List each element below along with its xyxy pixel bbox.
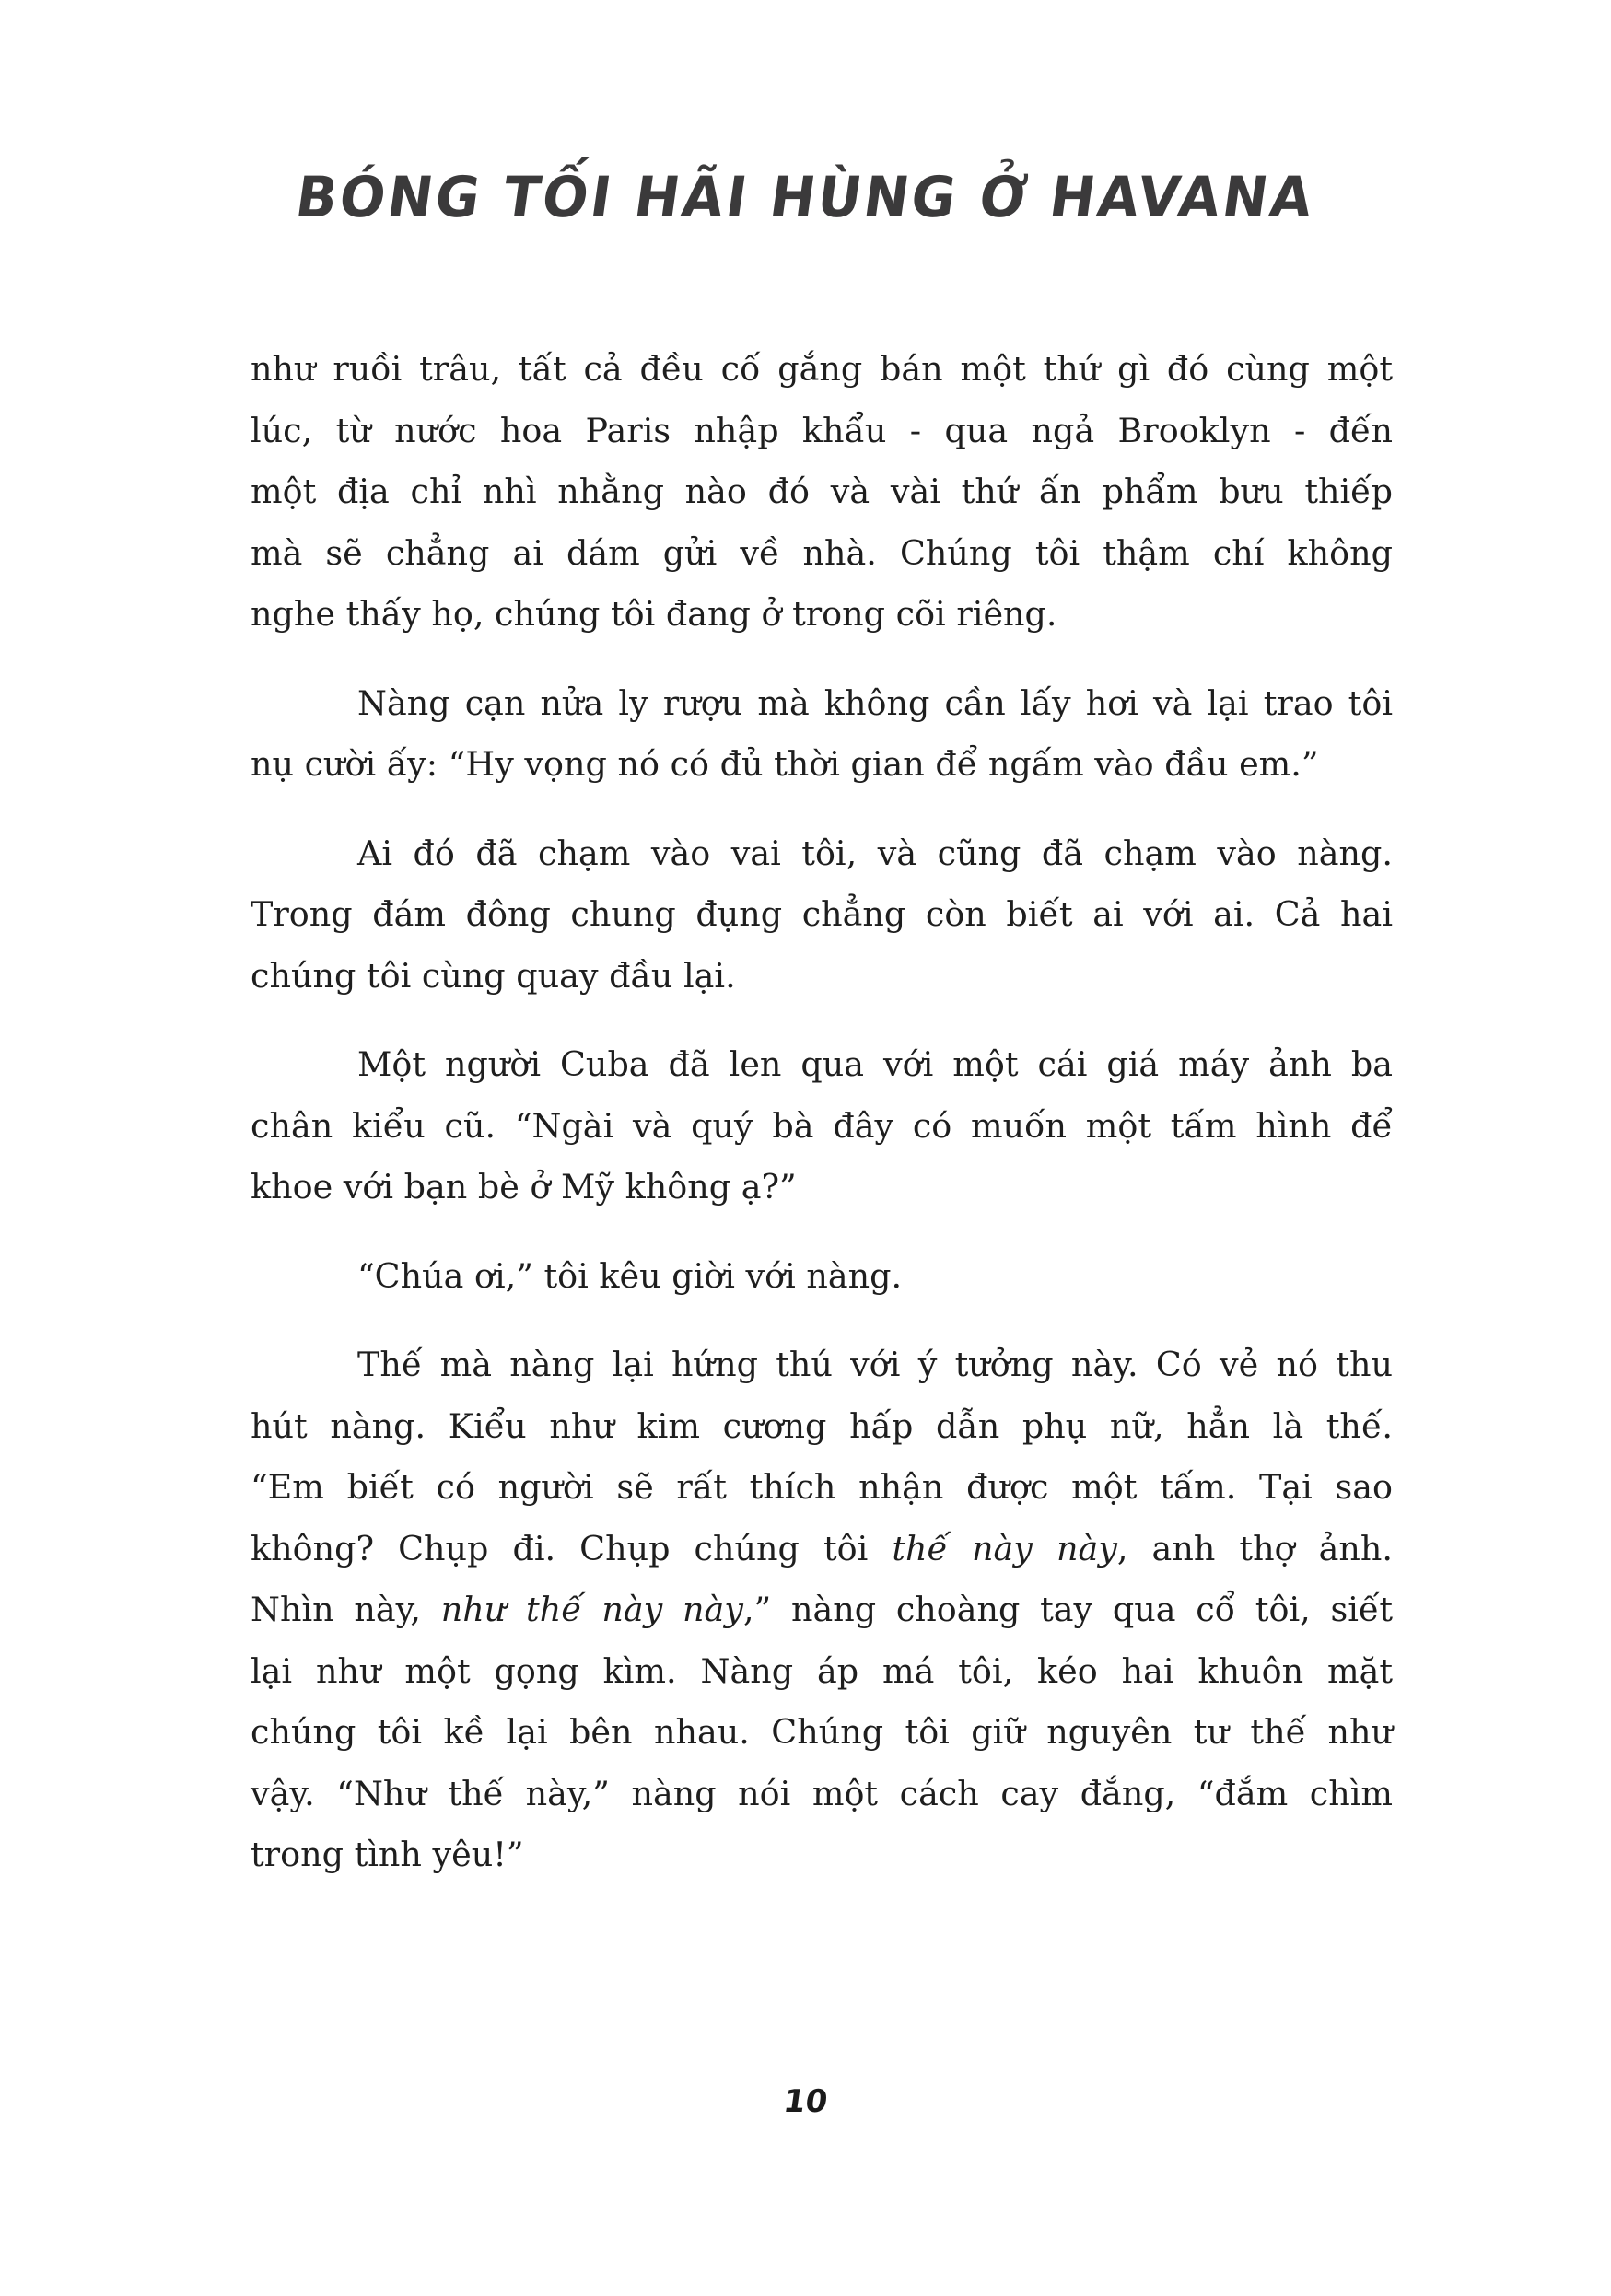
- text-line: [251, 823, 1393, 885]
- text-line: [251, 584, 1393, 646]
- text-line: [251, 523, 1393, 585]
- text-line: [251, 1396, 1393, 1458]
- text-line: [251, 884, 1393, 946]
- text-segment: Một người Cuba đã len qua với một cái giá máy ảnh ba: [357, 1044, 1393, 1084]
- text-segment: ,” nàng choàng tay qua cổ tôi, siết: [742, 1590, 1393, 1629]
- paragraph: [251, 339, 1393, 646]
- page-body-text: [251, 339, 1393, 1914]
- text-line: [251, 339, 1393, 401]
- text-line: [251, 1096, 1393, 1158]
- text-line: [251, 1157, 1393, 1218]
- text-line: [251, 1334, 1393, 1396]
- text-segment: Nàng cạn nửa ly rượu mà không cần lấy hơi và lại trao tôi: [357, 682, 1393, 723]
- italic-text-segment: thế này này: [892, 1528, 1117, 1568]
- text-segment: Trong đám đông chung đụng chẳng còn biết ai với ai. Cả hai: [251, 894, 1393, 934]
- text-segment: nghe thấy họ, chúng tôi đang ở trong cõi riêng.: [251, 594, 1057, 634]
- paragraph: [251, 1246, 1393, 1308]
- text-segment: không? Chụp đi. Chụp chúng tôi: [251, 1528, 893, 1568]
- italic-text-segment: như thế này này: [440, 1590, 743, 1629]
- paragraph: [251, 673, 1393, 796]
- text-line: [251, 1457, 1393, 1519]
- text-segment: , anh thợ ảnh.: [1116, 1528, 1393, 1568]
- text-segment: chúng tôi cùng quay đầu lại.: [251, 955, 736, 996]
- text-line: [251, 1519, 1393, 1580]
- text-segment: mà sẽ chẳng ai dám gửi về nhà. Chúng tôi thậm chí không: [251, 532, 1393, 573]
- text-line: [251, 1641, 1393, 1703]
- text-line: [251, 1702, 1393, 1764]
- text-segment: Thế mà nàng lại hứng thú với ý tưởng này. Có vẻ nó thu: [357, 1345, 1393, 1384]
- text-segment: hút nàng. Kiểu như kim cương hấp dẫn phụ nữ, hẳn là thế.: [251, 1405, 1393, 1446]
- text-line: [251, 1579, 1393, 1641]
- paragraph: [251, 1034, 1393, 1218]
- text-line: [251, 734, 1393, 796]
- text-line: [251, 673, 1393, 735]
- page-number: 10: [781, 2083, 830, 2120]
- text-segment: vậy. “Như thế này,” nàng nói một cách cay đắng, “đắm chìm: [251, 1773, 1393, 1813]
- text-line: [251, 1246, 1393, 1308]
- text-segment: nụ cười ấy: “Hy vọng nó có đủ thời gian để ngấm vào đầu em.”: [251, 744, 1319, 784]
- running-header-book-title: BÓNG TỐI HÃI HÙNG Ở HAVANA: [291, 164, 1320, 230]
- text-segment: lúc, từ nước hoa Paris nhập khẩu - qua ngả Brooklyn - đến: [251, 410, 1393, 450]
- text-segment: Nhìn này,: [251, 1590, 441, 1629]
- text-segment: “Em biết có người sẽ rất thích nhận được một tấm. Tại sao: [251, 1467, 1393, 1507]
- text-segment: chân kiểu cũ. “Ngài và quý bà đây có muốn một tấm hình để: [251, 1105, 1393, 1146]
- text-line: [251, 461, 1393, 523]
- text-line: [251, 401, 1393, 462]
- text-segment: trong tình yêu!”: [251, 1835, 524, 1874]
- text-line: [251, 1824, 1393, 1886]
- paragraph: [251, 1334, 1393, 1886]
- text-segment: “Chúa ơi,” tôi kêu giời với nàng.: [357, 1255, 903, 1296]
- text-line: [251, 1764, 1393, 1825]
- text-line: [251, 946, 1393, 1008]
- text-segment: Ai đó đã chạm vào vai tôi, và cũng đã chạm vào nàng.: [357, 833, 1393, 873]
- text-segment: lại như một gọng kìm. Nàng áp má tôi, kéo hai khuôn mặt: [251, 1650, 1393, 1691]
- text-segment: chúng tôi kề lại bên nhau. Chúng tôi giữ nguyên tư thế như: [251, 1712, 1393, 1752]
- paragraph: [251, 823, 1393, 1008]
- text-line: [251, 1034, 1393, 1096]
- text-segment: như ruồi trâu, tất cả đều cố gắng bán một thứ gì đó cùng một: [251, 349, 1393, 389]
- text-segment: một địa chỉ nhì nhằng nào đó và vài thứ ấn phẩm bưu thiếp: [251, 472, 1393, 511]
- text-segment: khoe với bạn bè ở Mỹ không ạ?”: [251, 1167, 797, 1206]
